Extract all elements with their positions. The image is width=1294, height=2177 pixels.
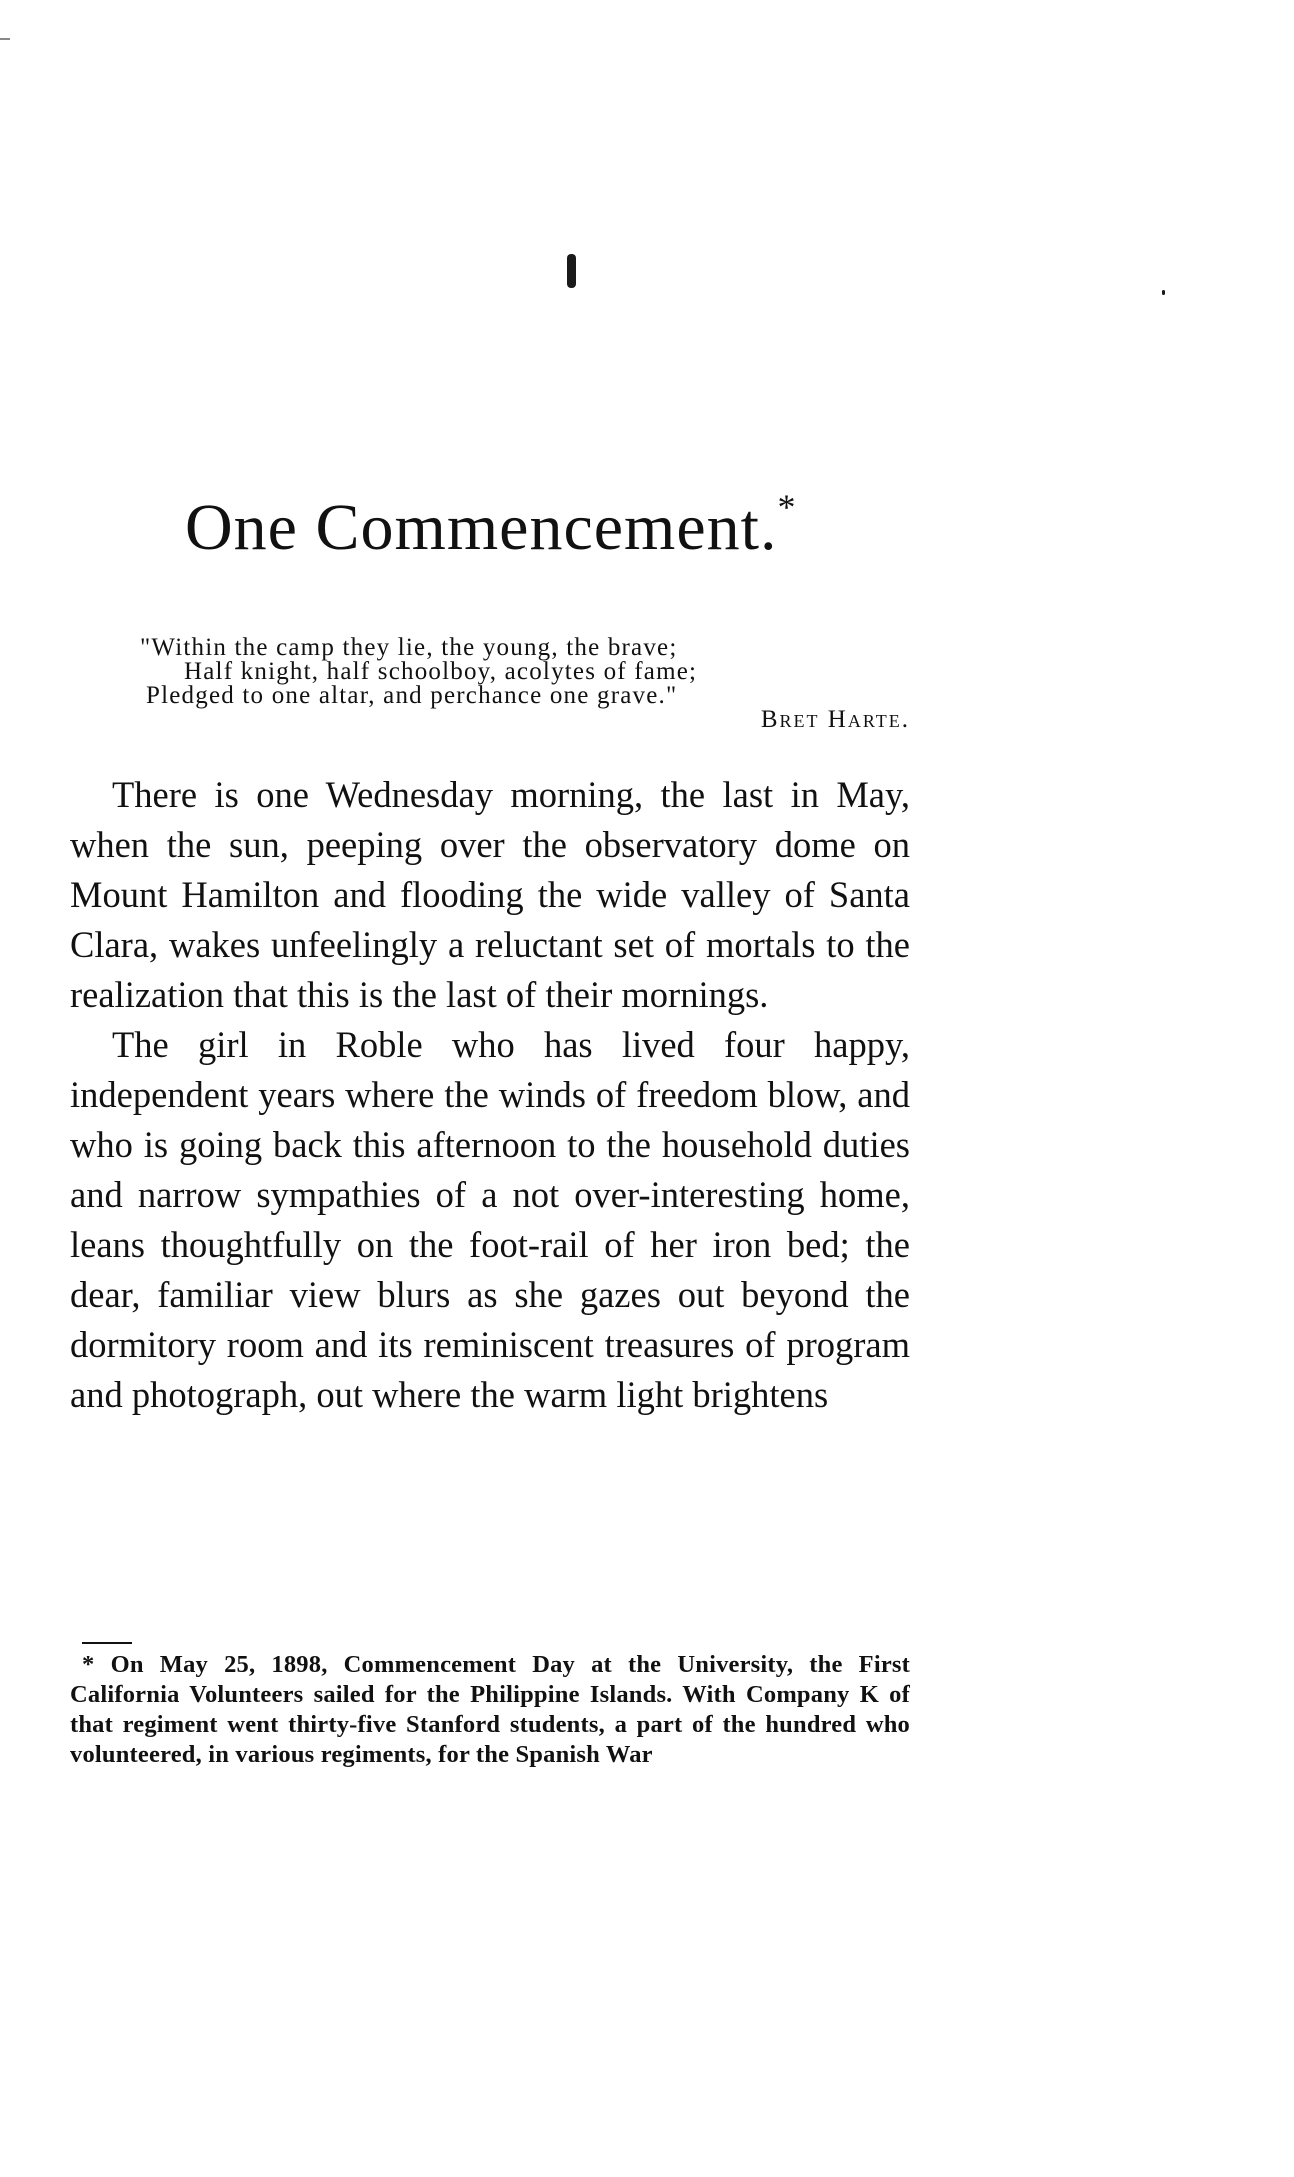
footnote-marker: * xyxy=(82,1651,95,1678)
ink-mark xyxy=(567,254,576,288)
ink-speck xyxy=(1162,290,1165,295)
chapter-title-text: One Commencement. xyxy=(185,491,778,564)
epigraph-attribution: Bret Harte. xyxy=(760,706,910,733)
body-text xyxy=(70,770,910,1420)
footnote-text: On May 25, 1898, Commencement Day at the University, the First California Volunteers sailed for the Philippine Islands. With Company K of that regiment went thirty-five Stanford students, a part of the hundred who volunteered, in various regiments, for the Spanish War xyxy=(70,1651,910,1768)
title-footnote-marker: * xyxy=(777,487,797,527)
footnote xyxy=(70,1650,910,1770)
footnote-divider xyxy=(82,1642,132,1644)
epigraph-line: "Within the camp they lie, the young, the brave; xyxy=(140,634,678,661)
paragraph: The girl in Roble who has lived four happy, independent years where the winds of freedom blow, and who is going back this afternoon to the household duties and narrow sympathies of a not over-interesting home, leans thoughtfully on the foot-rail of her iron bed; the dear, familiar view blurs as she gazes out beyond the dormitory room and its reminiscent treasures of program and photograph, out where the warm light brightens xyxy=(70,1024,910,1415)
paragraph: There is one Wednesday morning, the last in May, when the sun, peeping over the observatory dome on Mount Hamilton and flooding the wide valley of Santa Clara, wakes unfeelingly a reluctant set of mortals to the realization that this is the last of their mornings. xyxy=(70,774,910,1015)
chapter-title xyxy=(185,487,905,566)
page-edge-mark xyxy=(0,38,10,40)
epigraph-line: Half knight, half schoolboy, acolytes of fame; xyxy=(184,658,698,685)
epigraph-line: Pledged to one altar, and perchance one grave." xyxy=(146,682,678,709)
epigraph xyxy=(140,636,910,732)
